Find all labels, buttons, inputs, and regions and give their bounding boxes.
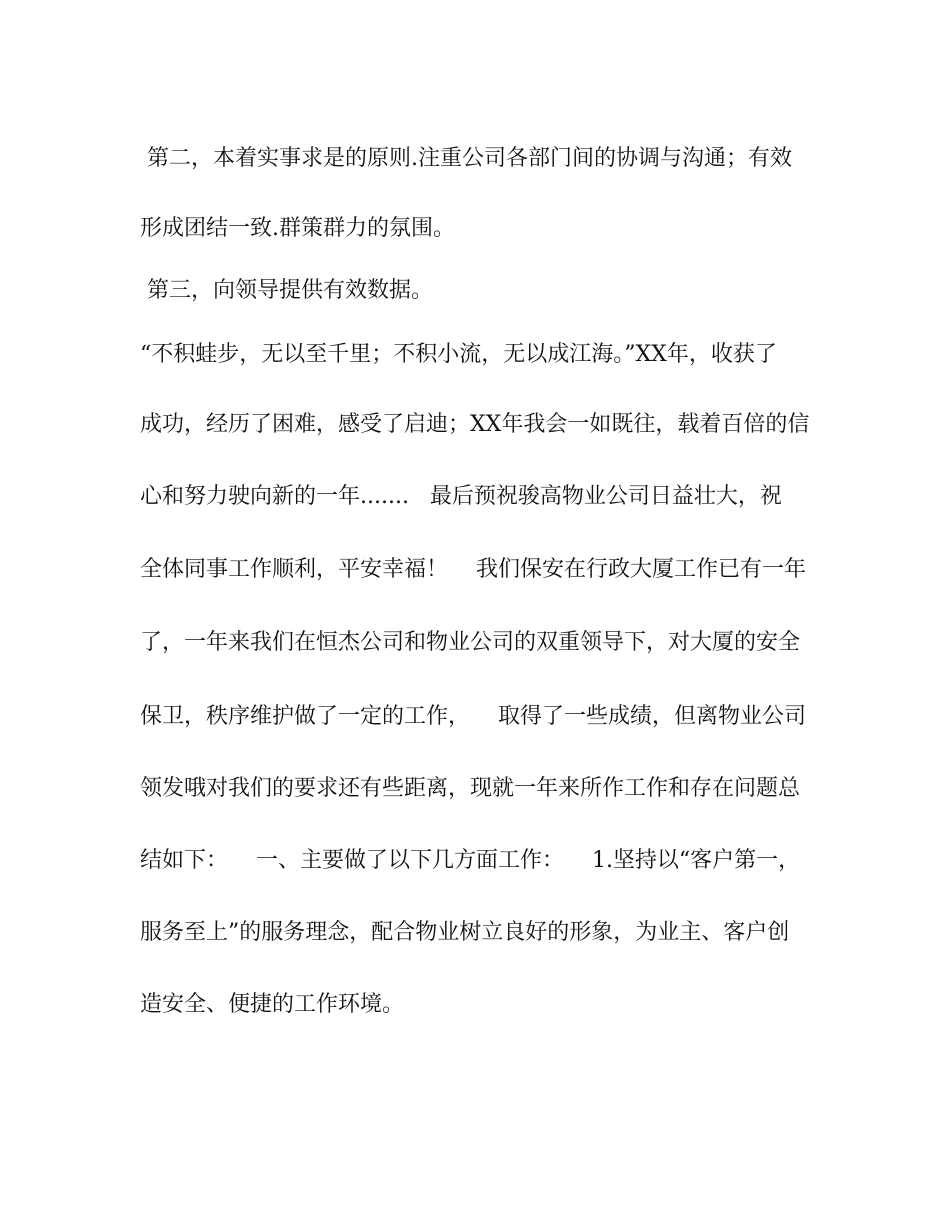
text-line: 第三，向领导提供有效数据。 [140,278,433,303]
text-line: 形成团结一致.群策群力的氛围。 [140,216,455,241]
text-line: 领发哦对我们的要求还有些距离，现就一年来所作工作和存在问题总 [140,776,801,801]
text-line: 结如下： 一、主要做了以下几方面工作： 1.坚持以“客户第一， [140,848,801,873]
text-line: 保卫，秩序维护做了一定的工作， 取得了一些成绩，但离物业公司 [140,704,806,729]
text-line: 造安全、便捷的工作环境。 [140,992,405,1017]
text-line: 第二，本着实事求是的原则.注重公司各部门间的协调与沟通；有效 [140,146,792,171]
text-line: 心和努力驶向新的一年....... 最后预祝骏高物业公司日益壮大，祝 [140,484,782,509]
text-line: “不积蛙步，无以至千里；不积小流，无以成江海。”XX年，收获了 [140,342,777,367]
text-line: 服务至上”的服务理念，配合物业树立良好的形象，为业主、客户创 [140,920,790,945]
text-line: 全体同事工作顺利，平安幸福！ 我们保安在行政大厦工作已有一年 [140,557,806,582]
text-line: 成功，经历了困难，感受了启迪；XX年我会一如既往，载着百倍的信 [140,412,810,437]
text-line: 了，一年来我们在恒杰公司和物业公司的双重领导下，对大厦的安全 [140,630,801,655]
